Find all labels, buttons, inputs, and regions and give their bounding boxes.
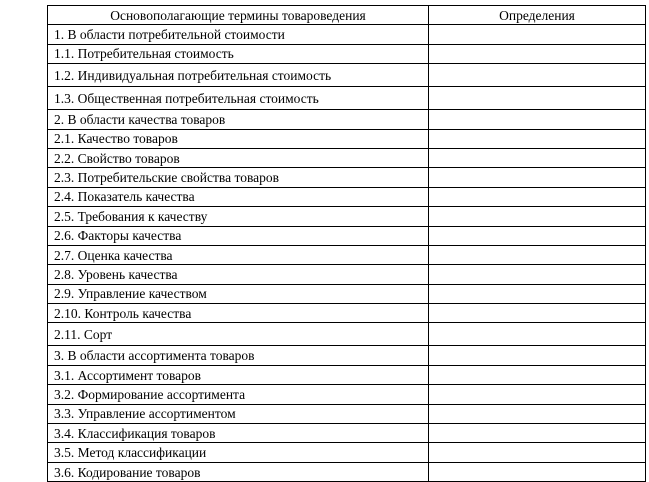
table-row: [48, 226, 646, 245]
definition-cell[interactable]: [429, 168, 646, 187]
term-cell: 2. В области качества товаров: [48, 110, 429, 129]
definition-cell[interactable]: [429, 44, 646, 63]
table-row: [48, 245, 646, 264]
definition-cell[interactable]: [429, 346, 646, 365]
definition-cell[interactable]: [429, 129, 646, 148]
table-row: [48, 385, 646, 404]
definition-cell[interactable]: [429, 64, 646, 87]
definition-cell[interactable]: [429, 443, 646, 462]
header-definition: Определения: [429, 6, 646, 25]
definition-cell[interactable]: [429, 385, 646, 404]
table-row: [48, 462, 646, 481]
table-row: [48, 87, 646, 110]
table-row: [48, 365, 646, 384]
table-row: [48, 168, 646, 187]
term-cell: 2.4. Показатель качества: [48, 187, 429, 206]
table-row: [48, 443, 646, 462]
table-row: [48, 187, 646, 206]
table-row: [48, 207, 646, 226]
table-row: [48, 129, 646, 148]
definition-cell[interactable]: [429, 87, 646, 110]
definition-cell[interactable]: [429, 462, 646, 481]
table-row: [48, 110, 646, 129]
table-row: [48, 304, 646, 323]
definition-cell[interactable]: [429, 207, 646, 226]
term-cell: 3.5. Метод классификации: [48, 443, 429, 462]
table-row: [48, 25, 646, 44]
term-cell: 1.2. Индивидуальная потребительная стоимость: [48, 64, 429, 87]
term-cell: 3.2. Формирование ассортимента: [48, 385, 429, 404]
term-cell: 2.11. Сорт: [48, 323, 429, 346]
term-cell: 2.3. Потребительские свойства товаров: [48, 168, 429, 187]
definition-cell[interactable]: [429, 365, 646, 384]
definition-cell[interactable]: [429, 323, 646, 346]
table-row: [48, 323, 646, 346]
definition-cell[interactable]: [429, 148, 646, 167]
definition-cell[interactable]: [429, 265, 646, 284]
definition-cell[interactable]: [429, 245, 646, 264]
table-row: [48, 284, 646, 303]
table-row: [48, 265, 646, 284]
term-cell: 2.5. Требования к качеству: [48, 207, 429, 226]
term-cell: 2.9. Управление качеством: [48, 284, 429, 303]
table-row: [48, 44, 646, 63]
definition-cell[interactable]: [429, 284, 646, 303]
term-cell: 2.1. Качество товаров: [48, 129, 429, 148]
term-cell: 1.1. Потребительная стоимость: [48, 44, 429, 63]
definition-cell[interactable]: [429, 226, 646, 245]
term-cell: 3.6. Кодирование товаров: [48, 462, 429, 481]
definition-cell[interactable]: [429, 110, 646, 129]
term-cell: 2.6. Факторы качества: [48, 226, 429, 245]
term-cell: 2.8. Уровень качества: [48, 265, 429, 284]
table-row: [48, 346, 646, 365]
term-cell: 3. В области ассортимента товаров: [48, 346, 429, 365]
term-cell: 3.3. Управление ассортиментом: [48, 404, 429, 423]
definition-cell[interactable]: [429, 404, 646, 423]
terms-table: [47, 5, 646, 482]
table-row: [48, 148, 646, 167]
table-row: [48, 424, 646, 443]
table-row: [48, 404, 646, 423]
term-cell: 3.1. Ассортимент товаров: [48, 365, 429, 384]
definition-cell[interactable]: [429, 25, 646, 44]
term-cell: 2.10. Контроль качества: [48, 304, 429, 323]
term-cell: 1.3. Общественная потребительная стоимость: [48, 87, 429, 110]
table-row: [48, 64, 646, 87]
term-cell: 2.2. Свойство товаров: [48, 148, 429, 167]
header-term: Основополагающие термины товароведения: [48, 6, 429, 25]
header-row: [48, 6, 646, 25]
definition-cell[interactable]: [429, 424, 646, 443]
term-cell: 1. В области потребительной стоимости: [48, 25, 429, 44]
term-cell: 2.7. Оценка качества: [48, 245, 429, 264]
definition-cell[interactable]: [429, 304, 646, 323]
definition-cell[interactable]: [429, 187, 646, 206]
term-cell: 3.4. Классификация товаров: [48, 424, 429, 443]
